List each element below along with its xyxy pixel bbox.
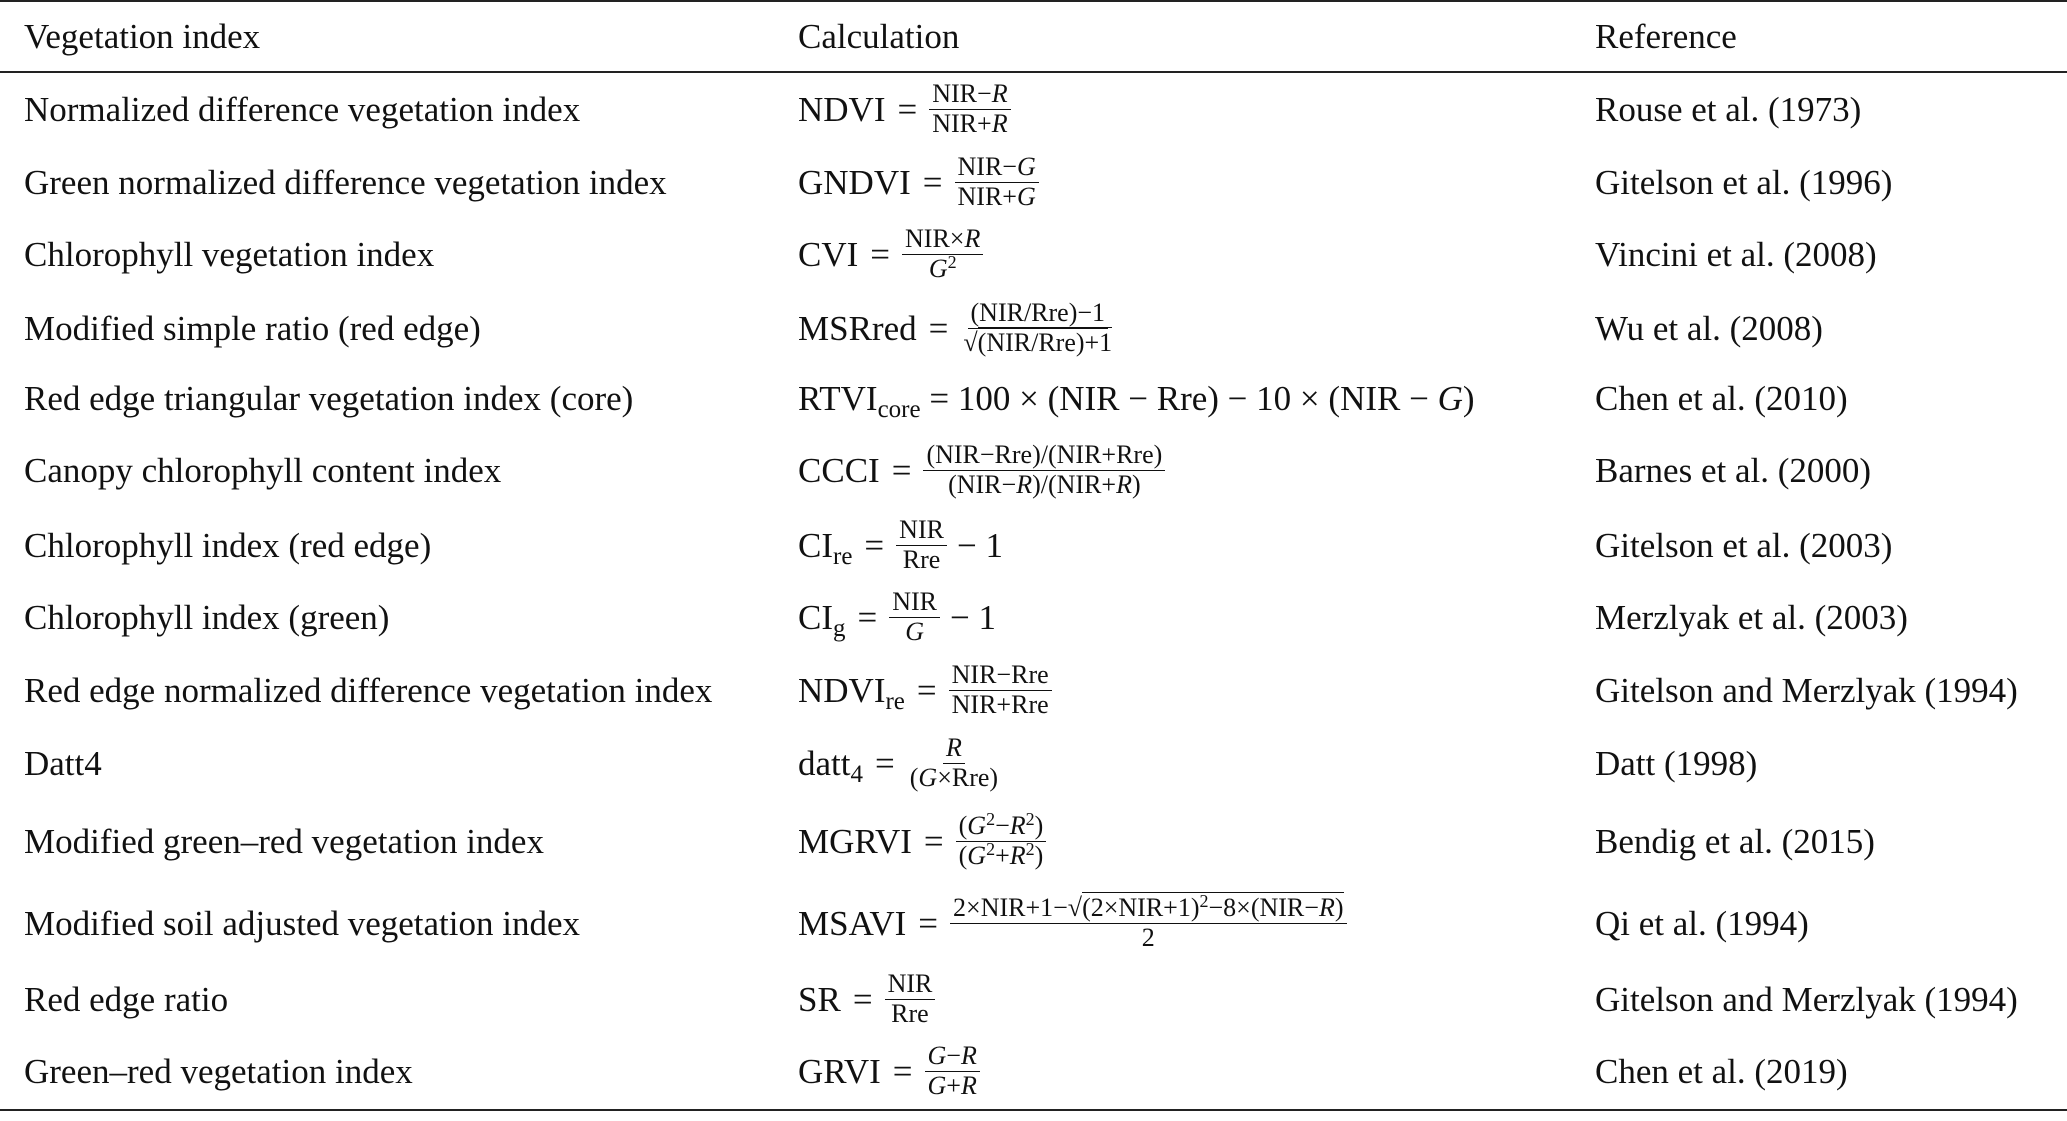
table-row	[0, 510, 2067, 580]
header-vegetation-index: Vegetation index	[0, 1, 775, 72]
index-name: Green–red vegetation index	[0, 1034, 775, 1110]
reference-citation: Vincini et al. (2008)	[1595, 234, 1877, 274]
index-name: Modified green–red vegetation index	[24, 821, 544, 861]
reference-citation: Bendig et al. (2015)	[1595, 821, 1875, 861]
table-row	[0, 218, 2067, 290]
index-name: Canopy chlorophyll content index	[24, 450, 502, 490]
calculation-formula: datt$_4$ = $\frac{R}{\text{(G×Rre)}}$	[798, 732, 999, 792]
table-row	[0, 430, 2067, 510]
table-row	[0, 882, 2067, 964]
calculation-formula: CVI = $\frac{\text{NIR×R}}{G^2}$	[775, 218, 1575, 290]
table-header	[0, 1, 2067, 72]
reference-citation: Gitelson and Merzlyak (1994)	[1595, 670, 2018, 710]
table-row	[0, 580, 2067, 654]
index-name: Chlorophyll vegetation index	[24, 234, 435, 274]
reference-citation: Rouse et al. (1973)	[1595, 90, 1862, 129]
header-calculation: Calculation	[775, 1, 1575, 72]
index-name: Red edge triangular vegetation index (core)	[24, 378, 634, 418]
calculation-formula: MSRred = $\frac{\text{(NIR/Rre)−1}}{\text{√(NIR/Rre)+1}}$	[798, 297, 1113, 357]
reference-citation: Chen et al. (2010)	[1595, 378, 1848, 418]
calculation-formula: GNDVI = $\frac{\text{NIR−G}}{\text{NIR+G}}$	[775, 146, 1575, 218]
calculation-formula: SR = $\frac{\text{NIR}}{\text{Rre}}$	[775, 964, 1575, 1034]
calculation-formula: NDVI = $\frac{\text{NIR−R}}{\text{NIR+R}}$	[775, 72, 1575, 146]
table-body	[0, 72, 2067, 1110]
table-row	[0, 290, 2067, 366]
calculation-formula: GRVI = $\frac{G-R}{G+R}$	[775, 1034, 1575, 1110]
calculation-formula: MSAVI = $\frac{2\times NIR+1-√(2\times NIR+1)^2-8\times(NIR-R)}{2}$	[775, 882, 1575, 964]
reference-citation: Barnes et al. (2000)	[1595, 450, 1872, 490]
index-name: Chlorophyll index (green)	[24, 597, 390, 637]
reference-citation: Wu et al. (2008)	[1595, 308, 1823, 348]
reference-citation: Chen et al. (2019)	[1575, 1034, 2067, 1110]
reference-citation: Gitelson et al. (1996)	[1595, 162, 1893, 202]
index-name: Green normalized difference vegetation index	[24, 162, 667, 202]
index-name: Datt4	[24, 743, 102, 783]
table-row	[0, 146, 2067, 218]
calculation-formula: CCCI = $\frac{\text{(NIR−Rre)/(NIR+Rre)}}{\text{(NIR−R)/(NIR+R)}}$	[775, 430, 1575, 510]
calculation-formula: MGRVI = $\frac{(G^2-R^2)}{(G^2+R^2)}$	[775, 800, 1575, 882]
table-row	[0, 1034, 2067, 1110]
reference-citation: Gitelson and Merzlyak (1994)	[1595, 979, 2018, 1019]
reference-citation: Merzlyak et al. (2003)	[1595, 597, 1908, 637]
reference-citation: Gitelson et al. (2003)	[1595, 525, 1893, 565]
table-row	[0, 366, 2067, 430]
table-row	[0, 726, 2067, 800]
index-name: Normalized difference vegetation index	[24, 90, 581, 129]
table-row	[0, 72, 2067, 146]
calculation-formula: $CI_{re}$ = $\frac{\text{NIR}}{\text{Rre}}$ − 1	[798, 514, 1003, 574]
index-name: Red edge normalized difference vegetation index	[24, 670, 713, 710]
table-row	[0, 654, 2067, 726]
calculation-formula: $NDVI_{re}$ = $\frac{\text{NIR−Rre}}{\text{NIR+Rre}}$	[775, 654, 1575, 726]
index-name: Modified soil adjusted vegetation index	[24, 903, 581, 943]
header-reference: Reference	[1575, 1, 2067, 72]
header-row	[0, 1, 2067, 72]
reference-citation: Qi et al. (1994)	[1595, 903, 1809, 943]
index-name: Chlorophyll index (red edge)	[24, 525, 432, 565]
reference-citation: Datt (1998)	[1595, 743, 1758, 783]
calculation-formula: $CI_g$ = $\frac{\text{NIR}}{G}$ − 1	[798, 586, 997, 646]
calculation-formula: $RTVI_{core} = 100 \times (NIR - Rre) - 10 \times (NIR - G)$	[798, 378, 1475, 423]
table-row	[0, 964, 2067, 1034]
index-name: Red edge ratio	[24, 979, 229, 1019]
index-name: Modified simple ratio (red edge)	[24, 308, 481, 348]
table-row	[0, 800, 2067, 882]
